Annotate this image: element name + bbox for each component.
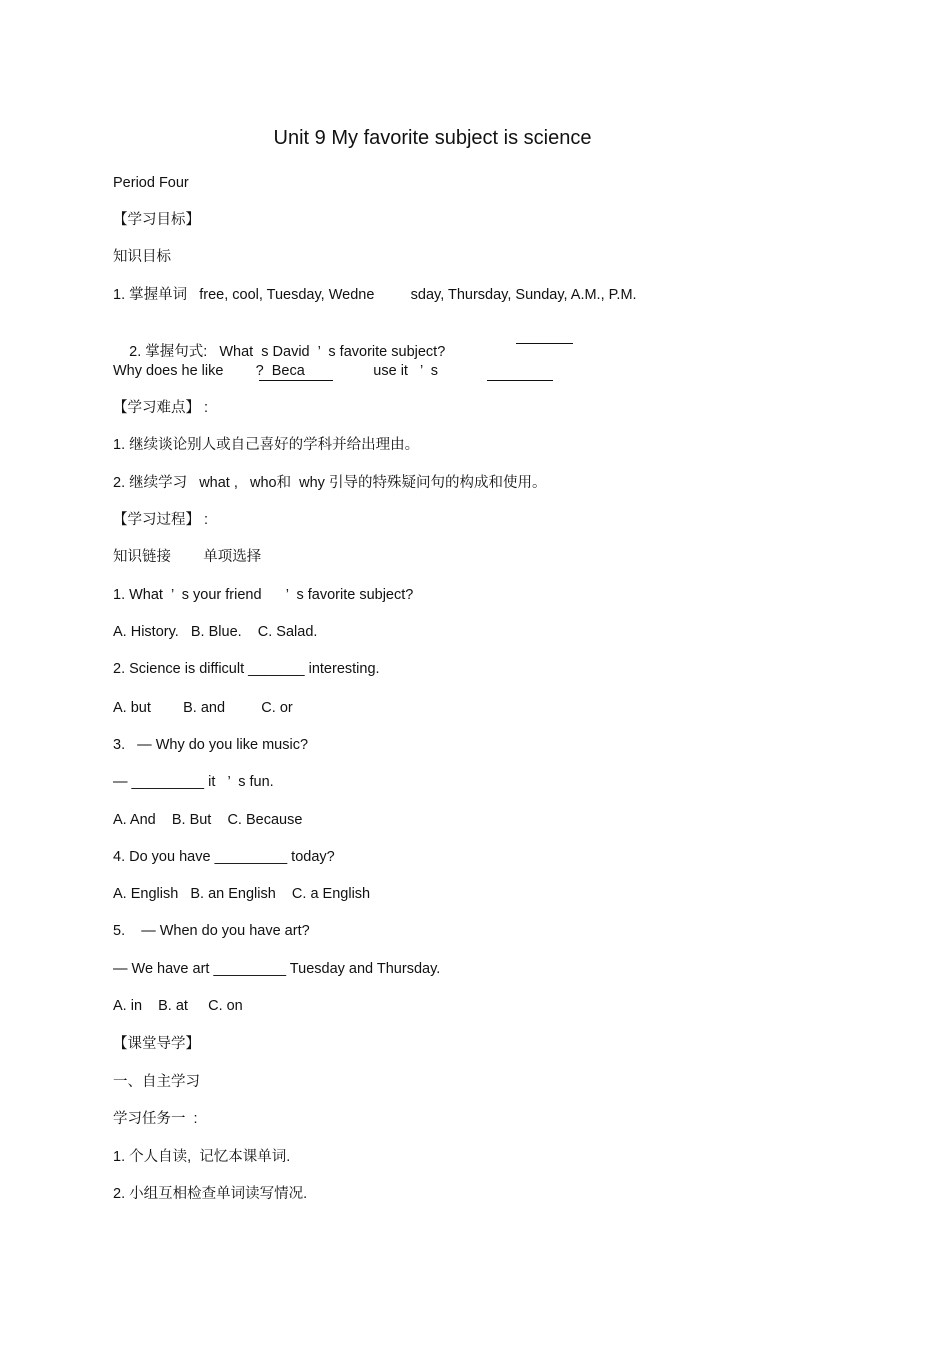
question-1: 1. What ’ s your friend ’ s favorite subject? bbox=[113, 587, 414, 603]
question-2: 2. Science is difficult _______ interesting. bbox=[113, 661, 380, 677]
answer-blank-1 bbox=[516, 325, 573, 344]
question-3-options: A. And B. But C. Because bbox=[113, 812, 303, 828]
knowledge-link-label: 知识链接 单项选择 bbox=[113, 549, 262, 565]
difficulty-2: 2. 继续学习 what , who和 why 引导的特殊疑问句的构成和使用。 bbox=[113, 475, 547, 491]
knowledge-objectives-label: 知识目标 bbox=[113, 249, 171, 265]
difficulty-1: 1. 继续谈论别人或自己喜好的学科并给出理由。 bbox=[113, 437, 420, 453]
question-5-options: A. in B. at C. on bbox=[113, 998, 243, 1014]
answer-blank-2 bbox=[259, 362, 333, 381]
objective-sentences-text: 2. 掌握句式: What s David ’ s favorite subject? bbox=[129, 344, 446, 360]
page-title: Unit 9 My favorite subject is science bbox=[273, 127, 592, 149]
question-3-answer: — _________ it ’ s fun. bbox=[113, 774, 274, 790]
task-step-2: 2. 小组互相检查单词读写情况. bbox=[113, 1186, 308, 1202]
self-study-heading: 一、自主学习 bbox=[113, 1074, 200, 1090]
sentence-pattern-why: Why does he like ? Beca use it ’ s bbox=[113, 363, 439, 379]
objective-words: 1. 掌握单词 free, cool, Tuesday, Wedne sday, Thursday, Sunday, A.M., P.M. bbox=[113, 287, 637, 303]
task-one-label: 学习任务一 : bbox=[113, 1111, 198, 1127]
question-4-options: A. English B. an English C. a English bbox=[113, 886, 371, 902]
question-3: 3. — Why do you like music? bbox=[113, 737, 309, 753]
question-5-answer: — We have art _________ Tuesday and Thursday. bbox=[113, 961, 441, 977]
section-heading-guide: 【课堂导学】 bbox=[113, 1036, 200, 1052]
answer-blank-3 bbox=[487, 362, 553, 381]
question-2-options: A. but B. and C. or bbox=[113, 700, 293, 716]
question-1-options: A. History. B. Blue. C. Salad. bbox=[113, 624, 318, 640]
period-label: Period Four bbox=[113, 175, 189, 191]
question-4: 4. Do you have _________ today? bbox=[113, 849, 335, 865]
section-heading-process: 【学习过程】 : bbox=[113, 512, 209, 528]
question-5: 5. — When do you have art? bbox=[113, 923, 310, 939]
section-heading-objectives: 【学习目标】 bbox=[113, 212, 200, 228]
section-heading-difficulties: 【学习难点】 : bbox=[113, 400, 209, 416]
task-step-1: 1. 个人自读, 记忆本课单词. bbox=[113, 1149, 291, 1165]
